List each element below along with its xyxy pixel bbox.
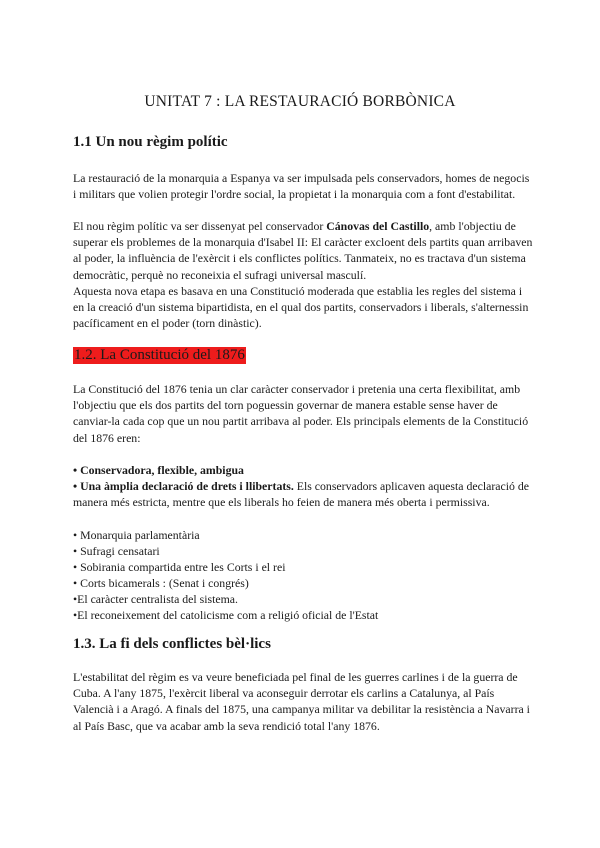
bullet-conservadora: • Conservadora, flexible, ambigua: [73, 463, 244, 477]
bullet-drets: [73, 478, 533, 510]
section-heading-1-3: 1.3. La fi dels conflictes bèl·lics: [73, 636, 271, 652]
bullet-corts: • Corts bicamerals : (Senat i congrés): [73, 576, 249, 590]
paragraph-nou-regim: [73, 218, 533, 283]
canovas-name: Cánovas del Castillo: [326, 219, 430, 233]
paragraph-nova-etapa: Aquesta nova etapa es basava en una Constitució moderada que establia les regles del sistema i en la creació d'un sistema bipartidista, en el qual dos partits, conservadors i liberals, s'alternessin pacíficament en el poder (torn dinàstic).: [73, 284, 529, 331]
bullet-drets-text: Els conservadors aplicaven aquesta declaració de manera més estricta, mentre que els liberals ho feien de manera més oberta i permissiva.: [73, 479, 529, 510]
bullet-centralista: •El caràcter centralista del sistema.: [73, 592, 238, 606]
paragraph-conflictes: L'estabilitat del règim es va veure beneficiada pel final de les guerres carlines i de la guerra de Cuba. A l'any 1875, l'exèrcit liberal va aconseguir derrotar els carlins a Catalunya, al País Valencià i a Aragó. A finals del 1875, una campanya militar va debilitar la resistència a Navarra i al País Basc, que va acabar amb la seva rendició total l'any 1876.: [73, 670, 530, 733]
paragraph-constitucio: La Constitució del 1876 tenia un clar caràcter conservador i pretenia una certa flexibilitat, amb l'objectiu que els dos partits del torn poguessin governar de manera estable sense haver de canviar-la cada cop que un nou partit arribava al poder. Els principals elements de la Constitució del 1876 eren:: [73, 382, 529, 445]
paragraph-nou-regim-end: , amb l'objectiu de superar els problemes de la monarquia d'Isabel II: El caràcter excloent dels partits quan arribaven al poder, la influència de l'exèrcit i els conflictes polítics. Tanmateix, no es tractava d'un sistema democràtic, perquè no reconeixia el sufragi universal masculí.: [73, 219, 533, 282]
bullet-monarquia: • Monarquia parlamentària: [73, 528, 200, 542]
bullet-drets-bold: • Una àmplia declaració de drets i llibertats.: [73, 479, 294, 493]
bullet-sufragi: • Sufragi censatari: [73, 544, 160, 558]
section-heading-1-2: 1.2. La Constitució del 1876: [74, 347, 245, 363]
bullet-catolicisme: •El reconeixement del catolicisme com a religió oficial de l'Estat: [73, 608, 379, 622]
section-heading-1-1: 1.1 Un nou règim polític: [73, 134, 228, 150]
paragraph-restauracio: La restauració de la monarquia a Espanya va ser impulsada pels conservadors, homes de negocis i militars que volien protegir l'ordre social, la propietat i la monarquia com a font d'estabilitat.: [73, 171, 530, 202]
page-title: UNITAT 7 : LA RESTAURACIÓ BORBÒNICA: [144, 93, 456, 110]
bullet-sobirania: • Sobirania compartida entre les Corts i el rei: [73, 560, 286, 574]
paragraph-nou-regim-start: El nou règim polític va ser dissenyat pel conservador: [73, 219, 327, 233]
